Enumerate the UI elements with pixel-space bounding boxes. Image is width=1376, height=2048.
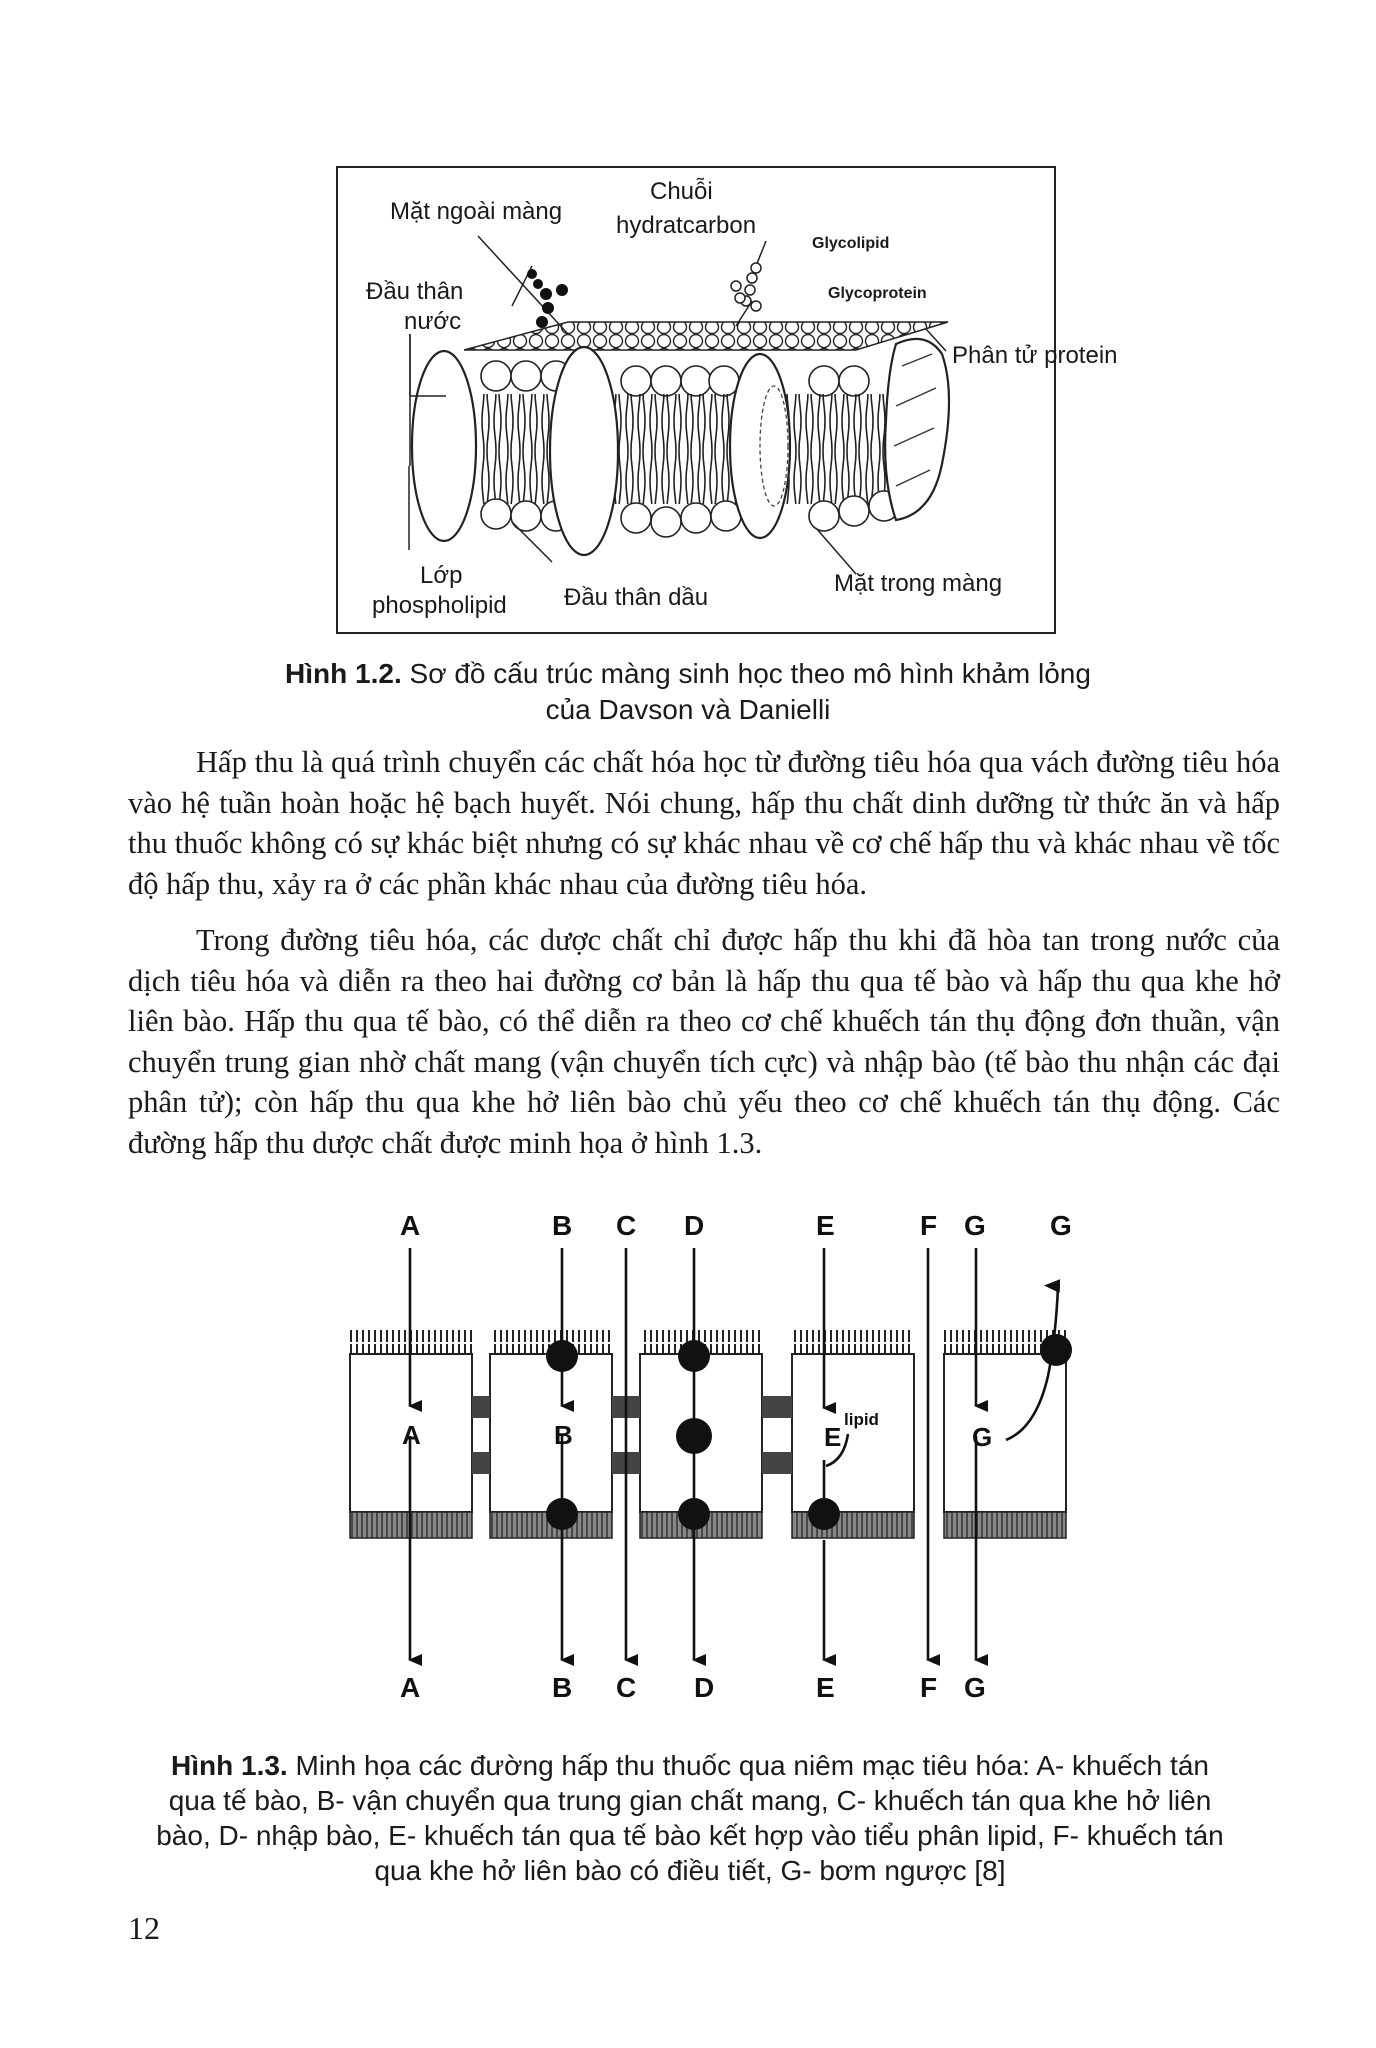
figure2-caption-line1 bbox=[110, 1748, 1270, 1783]
top-letter-g2: G bbox=[1050, 1210, 1072, 1241]
bottom-letter-f: F bbox=[920, 1672, 938, 1703]
middle-letter-e: E bbox=[824, 1422, 842, 1452]
label-protein-molecule: Phân tử protein bbox=[952, 342, 1118, 369]
middle-letter-b: B bbox=[554, 1420, 573, 1450]
figure1-caption-number: Hình 1.2. bbox=[285, 658, 402, 689]
label-hydrophilic-head-line2: nước bbox=[404, 308, 462, 335]
paragraph-2: Trong đường tiêu hóa, các dược chất chỉ được hấp thu khi đã hòa tan trong nước của dịch tiêu hóa và diễn ra theo hai đường cơ bản là hấp thu qua tế bào và hấp thu qua khe hở liên bào. Hấp thu qua tế bào, có thể diễn ra theo cơ chế khuếch tán thụ động đơn thuần, vận chuyển trung gian nhờ chất mang (vận chuyển tích cực) và nhập bào (tế bào thu nhận các đại phân tử); còn hấp thu qua khe hở liên bào chủ yếu theo cơ chế khuếch tán thụ động. Các đường hấp thu dược chất được minh họa ở hình 1.3. bbox=[128, 923, 1280, 1160]
label-carbohydrate-chain-line1: Chuỗi bbox=[650, 178, 713, 205]
label-carbohydrate-chain-line2: hydratcarbon bbox=[616, 212, 757, 239]
bottom-letter-a: A bbox=[400, 1672, 421, 1703]
label-glycoprotein: Glycoprotein bbox=[828, 285, 927, 302]
figure2-caption-text-1: Minh họa các đường hấp thu thuốc qua niêm mạc tiêu hóa: A- khuếch tán bbox=[295, 1750, 1209, 1781]
figure2-caption-text-4: qua khe hở liên bào có điều tiết, G- bơm ngược [8] bbox=[374, 1855, 1006, 1886]
absorption-routes-figure bbox=[330, 1210, 1120, 1720]
label-inner-surface: Mặt trong màng bbox=[834, 570, 1003, 597]
top-letter-g1: G bbox=[964, 1210, 986, 1241]
phospholipid-tails bbox=[481, 394, 901, 504]
bottom-letter-g: G bbox=[964, 1672, 986, 1703]
figure1-caption-line1 bbox=[120, 656, 1256, 692]
top-letter-b: B bbox=[552, 1210, 573, 1241]
label-phospholipid-layer-line1: Lớp bbox=[420, 562, 463, 589]
membrane-structure-figure bbox=[336, 166, 1118, 634]
figure2-caption-text-2: qua tế bào, B- vận chuyển qua trung gian chất mang, C- khuếch tán qua khe hở liên bbox=[168, 1785, 1212, 1816]
middle-letter-a: A bbox=[402, 1420, 421, 1450]
figure1-caption-text-2: của Davson và Danielli bbox=[545, 694, 831, 725]
label-phospholipid-layer-line2: phospholipid bbox=[372, 592, 507, 619]
label-outer-surface: Mặt ngoài màng bbox=[390, 198, 563, 225]
figure1-caption bbox=[120, 656, 1256, 728]
top-letter-c: C bbox=[616, 1210, 637, 1241]
figure1-caption-text-1: Sơ đồ cấu trúc màng sinh học theo mô hình khảm lỏng bbox=[409, 658, 1091, 689]
paragraph-1: Hấp thu là quá trình chuyển các chất hóa học từ đường tiêu hóa qua vách đường tiêu hóa vào hệ tuần hoàn hoặc hệ bạch huyết. Nói chung, hấp thu chất dinh dưỡng từ thức ăn và hấp thu thuốc không có sự khác biệt nhưng có sự khác nhau về cơ chế hấp thu và khác nhau về tốc độ hấp thu, xảy ra ở các phần khác nhau của đường tiêu hóa. bbox=[128, 745, 1280, 901]
absorption-diagram bbox=[330, 1210, 1120, 1720]
top-letter-f: F bbox=[920, 1210, 938, 1241]
bottom-letter-e: E bbox=[816, 1672, 835, 1703]
figure2-caption bbox=[110, 1748, 1270, 1888]
middle-letter-g: G bbox=[972, 1422, 993, 1452]
top-letter-d: D bbox=[684, 1210, 705, 1241]
bottom-letter-b: B bbox=[552, 1672, 573, 1703]
top-letter-a: A bbox=[400, 1210, 421, 1241]
top-letter-e: E bbox=[816, 1210, 835, 1241]
page-number: 12 bbox=[128, 1910, 160, 1946]
label-hydrophilic-head-line1: Đầu thân bbox=[366, 278, 464, 305]
figure2-caption-number: Hình 1.3. bbox=[171, 1750, 288, 1781]
bottom-letter-c: C bbox=[616, 1672, 637, 1703]
lipid-label: lipid bbox=[844, 1410, 879, 1429]
bottom-letter-d: D bbox=[694, 1672, 715, 1703]
label-hydrophobic-tail: Đầu thân dầu bbox=[564, 584, 709, 611]
label-glycolipid: Glycolipid bbox=[812, 235, 890, 252]
figure2-caption-text-3: bào, D- nhập bào, E- khuếch tán qua tế bào kết hợp vào tiểu phân lipid, F- khuếch tán bbox=[156, 1820, 1224, 1851]
